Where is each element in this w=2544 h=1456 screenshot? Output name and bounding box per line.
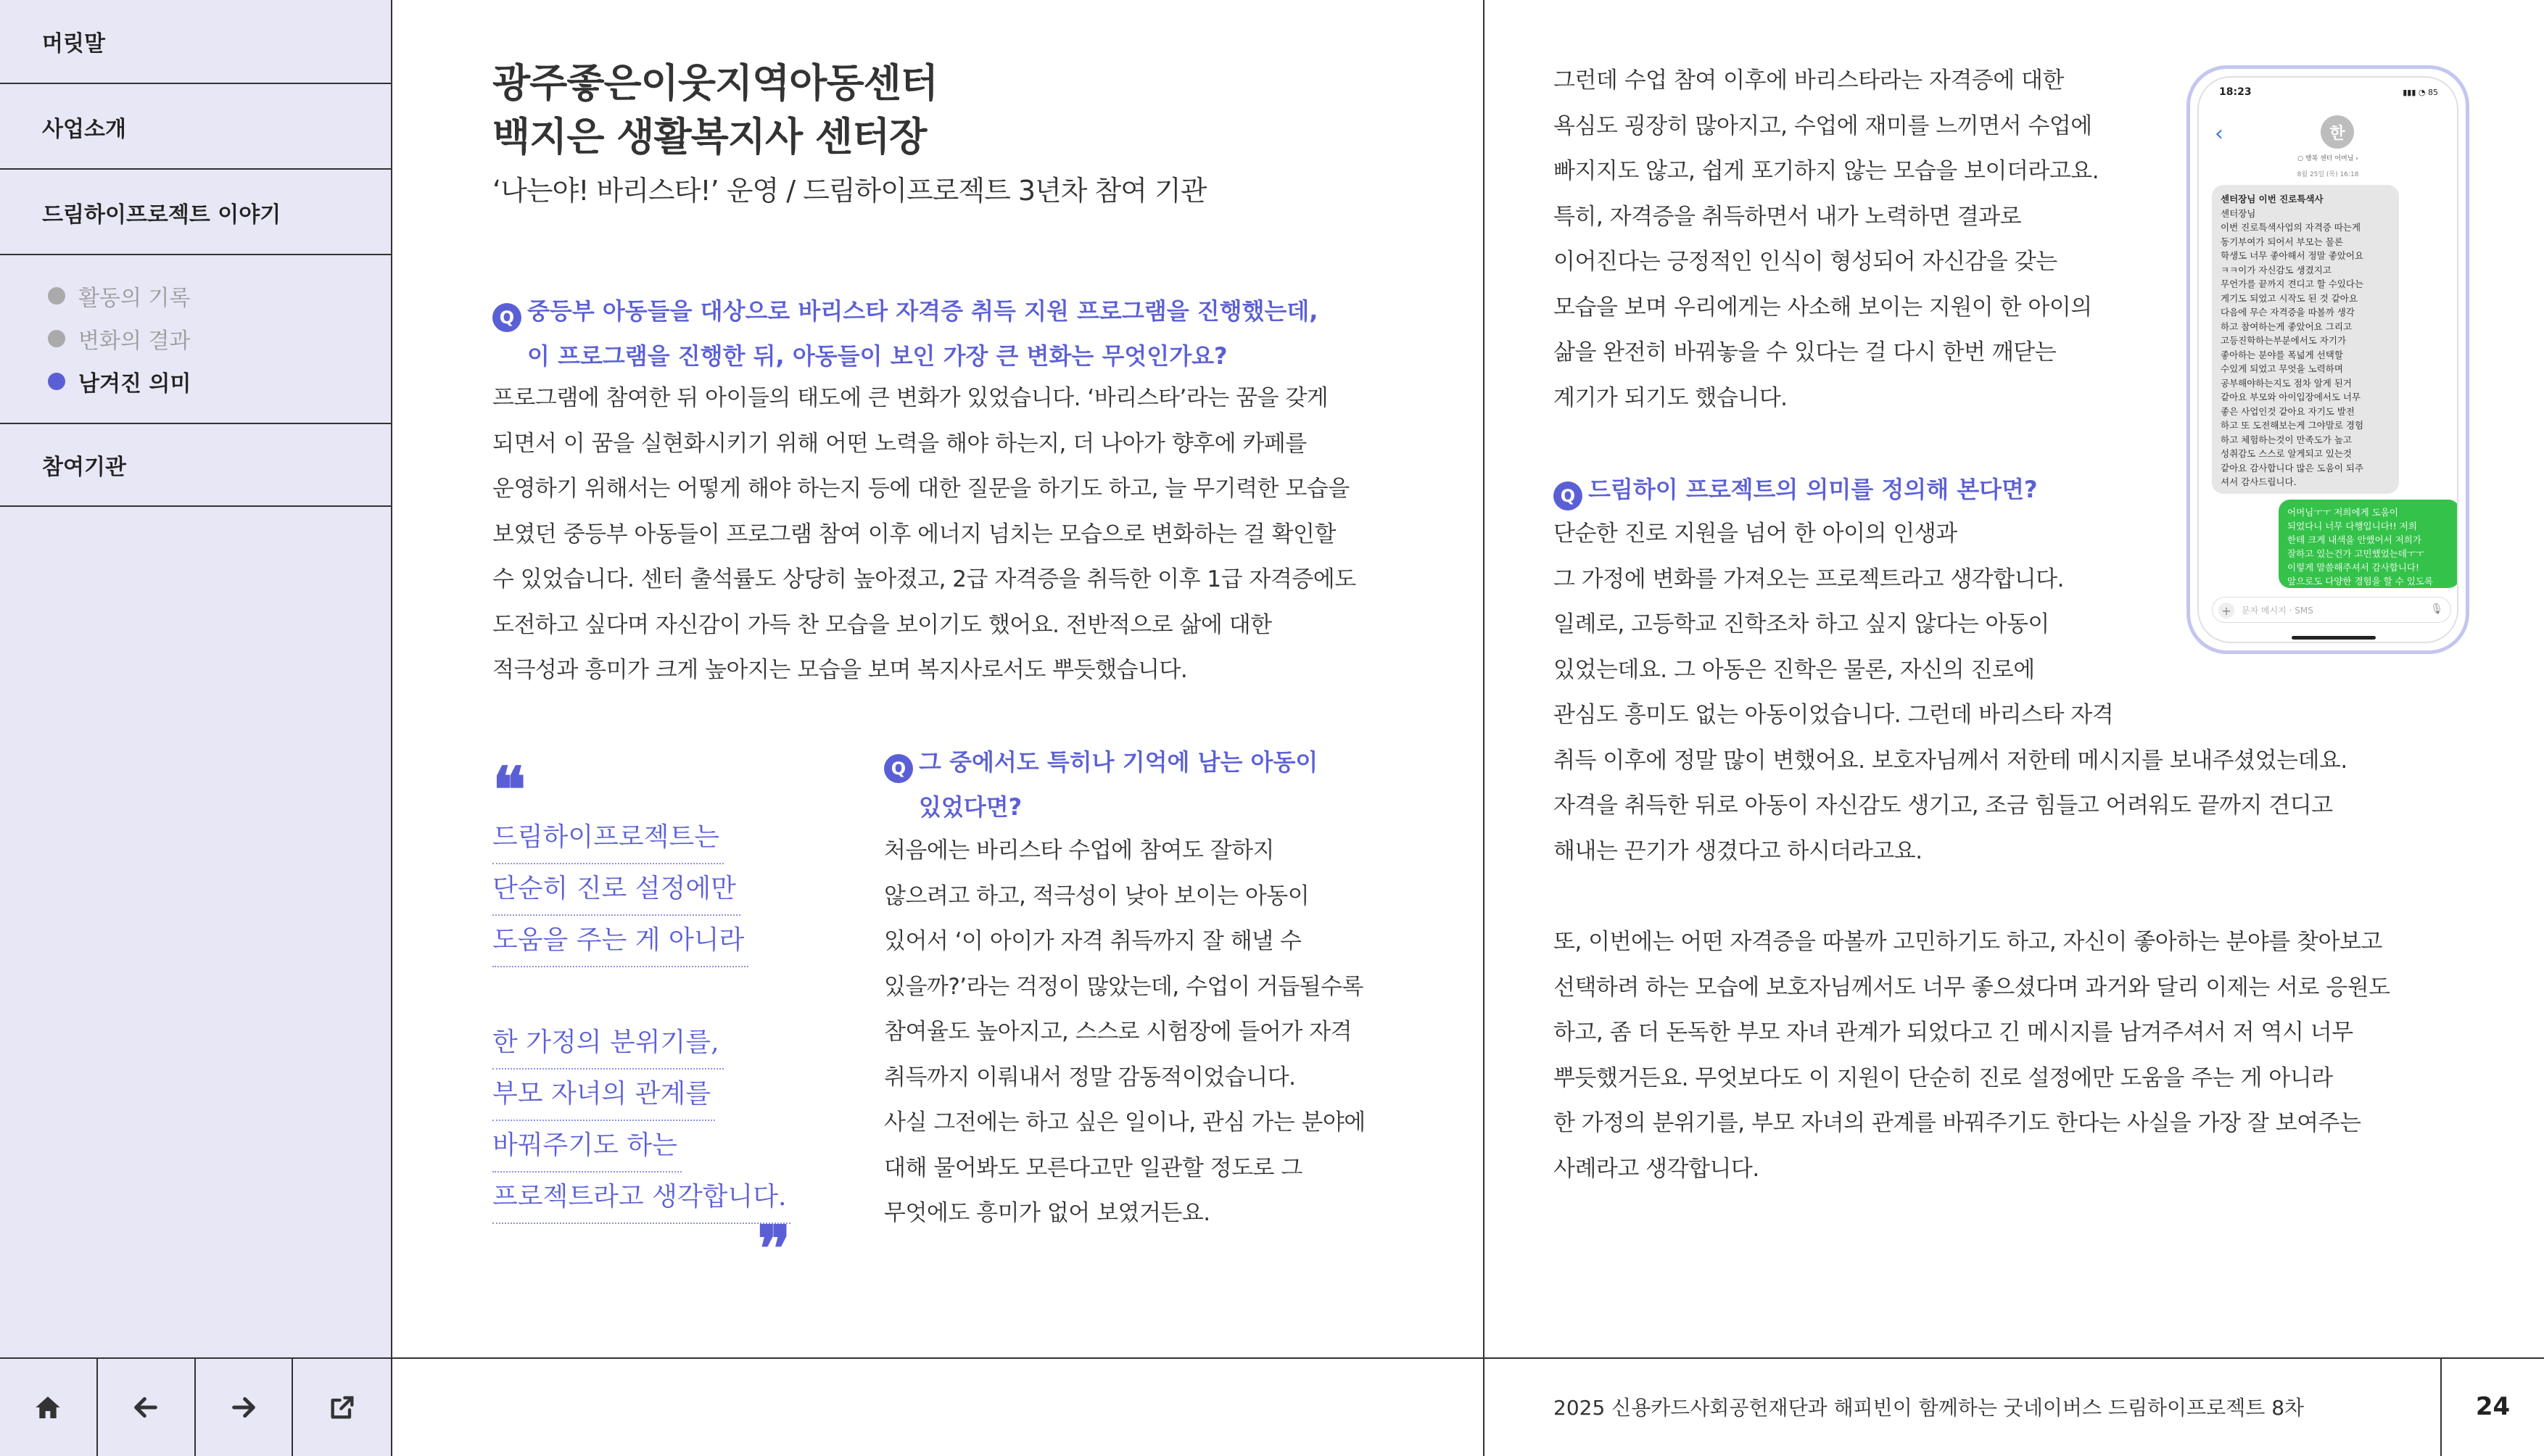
answer-line: 적극성과 흥미가 크게 높아지는 모습을 보며 복지사로서도 뿌듯했습니다. — [492, 657, 1188, 683]
answer-line: 선택하려 하는 모습에 보호자님께서도 너무 좋으셨다며 과거와 달리 이제는 서로 응원도 — [1553, 974, 2390, 1001]
answer-line: 한 가정의 분위기를, 부모 자녀의 관계를 바꿔주기도 한다는 사실을 가장 잘 보여주는 — [1553, 1110, 2361, 1136]
message-line: 공부해야하는지도 점차 알게 된거 — [2221, 377, 2352, 389]
sidebar-item-preface[interactable] — [0, 0, 391, 84]
message-line: 하고 참여하는게 좋았어요 그리고 — [2221, 320, 2352, 332]
question-badge: Q — [1553, 481, 1582, 510]
answer-line: 계기가 되기도 했습니다. — [1553, 384, 1788, 411]
question-text: 있었다면? — [919, 793, 1023, 821]
phone-home-indicator — [2292, 636, 2376, 640]
page-title-organization: 광주좋은이웃지역아동센터 — [492, 60, 938, 106]
page-title-person: 백지은 생활복지사 센터장 — [492, 114, 927, 160]
answer-line: 해내는 끈기가 생겼다고 하시더라고요. — [1553, 837, 1923, 864]
answer-line: 있어서 ‘이 아이가 자격 취득까지 잘 해낼 수 — [884, 928, 1302, 954]
message-line: 좋아하는 분야를 폭넓게 선택할 — [2221, 349, 2343, 360]
message-line: 동기부여가 되어서 부모는 물론 — [2221, 236, 2343, 247]
quote-line: 한 가정의 분위기를, — [492, 1017, 724, 1070]
question-text: 그 중에서도 특히나 기억에 남는 아동이 — [919, 748, 1318, 776]
answer-line: 수 있었습니다. 센터 출석률도 상당히 높아졌고, 2급 자격증을 취득한 이후 1급 자격증에도 — [492, 566, 1356, 592]
answer-line: 취득 이후에 정말 많이 변했어요. 보호자님께서 저한테 메시지를 보내주셨었는데요. — [1553, 747, 2347, 774]
answer-line: 욕심도 굉장히 많아지고, 수업에 재미를 느끼면서 수업에 — [1553, 112, 2092, 139]
answer-line: 대해 물어봐도 모른다고만 일관할 정도로 그 — [884, 1154, 1302, 1181]
quote-line: 드림하이프로젝트는 — [492, 812, 724, 864]
sidebar-subitem-label: 남겨진 의미 — [78, 371, 191, 397]
message-line: 센터장님 이번 진로특색사 — [2221, 194, 2324, 204]
prev-page-button[interactable] — [98, 1359, 196, 1456]
message-line: 고등진학하는부분에서도 자기가 — [2221, 335, 2347, 346]
question-2 — [884, 740, 1318, 830]
answer-line: 빠지지도 않고, 쉽게 포기하지 않는 모습을 보이더라고요. — [1553, 158, 2099, 184]
answer-line: 이어진다는 긍정적인 인식이 형성되어 자신감을 갖는 — [1553, 249, 2057, 275]
answer-line: 그 가정에 변화를 가져오는 프로젝트라고 생각합니다. — [1553, 566, 2064, 592]
phone-time: 18:23 — [2219, 86, 2252, 98]
quote-line: 바꿔주기도 하는 — [492, 1120, 682, 1172]
answer-line: 있었는데요. 그 아동은 진학은 물론, 자신의 진로에 — [1553, 656, 2035, 683]
message-line: 좋은 사업인것 같아요 자기도 발전 — [2221, 405, 2355, 417]
back-arrow-icon: ‹ — [2215, 121, 2223, 146]
answer-2 — [884, 828, 1366, 1236]
question-badge: Q — [492, 303, 521, 332]
sms-input-bar — [2212, 597, 2451, 623]
answer-line: 또, 이번에는 어떤 자격증을 따볼까 고민하기도 하고, 자신이 좋아하는 분야를 찾아보고 — [1553, 929, 2382, 955]
message-line: 하고 체험하는것이 만족도가 높고 — [2221, 434, 2352, 445]
sms-placeholder: 문자 메시지 · SMS — [2242, 605, 2313, 616]
answer-line: 삶을 완전히 바꿔놓을 수 있다는 걸 다시 한번 깨닫는 — [1553, 339, 2057, 365]
question-text: 중등부 아동들을 대상으로 바리스타 자격증 취득 지원 프로그램을 진행했는데, — [527, 297, 1318, 325]
question-text: 이 프로그램을 진행한 뒤, 아동들이 보인 가장 큰 변화는 무엇인가요? — [527, 342, 1228, 370]
outgoing-message-bubble — [2279, 500, 2458, 588]
answer-line: 관심도 흥미도 없는 아동이었습니다. 그런데 바리스타 자격 — [1553, 702, 2114, 728]
open-quote-icon: ❝ — [492, 753, 526, 827]
answer-line: 프로그램에 참여한 뒤 아이들의 태도에 큰 변화가 있었습니다. ‘바리스타’라는 꿈을 갖게 — [492, 385, 1329, 411]
answer-line: 특히, 자격증을 취득하면서 내가 노력하면 결과로 — [1553, 203, 2022, 230]
answer-line: 하고, 좀 더 돈독한 부모 자녀 관계가 되었다고 긴 메시지를 남겨주셔서 저 역시 너무 — [1553, 1019, 2353, 1046]
message-line: 게기도 되었고 시작도 된 것 같아요 — [2221, 292, 2358, 304]
home-button[interactable] — [0, 1359, 98, 1456]
footer-divider — [392, 1357, 2544, 1359]
external-link-icon — [328, 1393, 357, 1422]
sidebar-item-business-intro[interactable] — [0, 86, 391, 170]
message-line: 앞으로도 다양한 경험을 할 수 있도록 — [2287, 576, 2433, 587]
message-line: 같아요 감사합니다 많은 도움이 되주 — [2221, 462, 2364, 473]
answer-line: 일례로, 고등학교 진학조차 하고 싶지 않다는 아동이 — [1553, 611, 2049, 637]
phone-screen — [2197, 76, 2458, 643]
answer-line: 운영하기 위해서는 어떻게 해야 하는지 등에 대한 질문을 하기도 하고, 늘 무기력한 모습을 — [492, 476, 1350, 502]
answer-line: 뿌듯했거든요. 무엇보다도 이 지원이 단순히 진로 설정에만 도움을 주는 게 아니라 — [1553, 1064, 2333, 1091]
answer-1 — [492, 376, 1356, 693]
bullet-dot — [48, 287, 65, 305]
quote-line: 부모 자녀의 관계를 — [492, 1069, 715, 1121]
home-icon — [33, 1393, 62, 1422]
interview-header — [492, 57, 1206, 208]
message-line: 수있게 되었고 무엇을 노력하며 — [2221, 363, 2343, 374]
sidebar-item-label: 머릿말 — [42, 31, 105, 57]
question-text: 드림하이 프로젝트의 의미를 정의해 본다면? — [1588, 476, 2038, 503]
answer-line: 않으려고 하고, 적극성이 낮아 보이는 아동이 — [884, 882, 1310, 909]
message-line: 셔서 감사드립니다. — [2221, 476, 2297, 487]
answer-line: 자격을 취득한 뒤로 아동이 자신감도 생기고, 조금 힘들고 어려워도 끝까지 견디고 — [1553, 793, 2333, 819]
message-line: 학생도 너무 좋아해서 정말 좋았어요 — [2221, 250, 2364, 261]
question-badge: Q — [884, 754, 913, 783]
arrow-left-icon — [131, 1393, 160, 1422]
phone-status-icons: ▮▮▮ ◔ 85 — [2403, 88, 2438, 97]
answer-line: 처음에는 바리스타 수업에 참여도 잘하지 — [884, 837, 1274, 864]
answer-line: 보였던 중등부 아동들이 프로그램 참여 이후 에너지 넘치는 모습으로 변화하는 걸 확인할 — [492, 521, 1336, 547]
phone-message-screenshot — [2186, 65, 2469, 654]
plus-icon: + — [2218, 603, 2234, 619]
message-line: 이번 진로특색사업의 자격증 따는게 — [2221, 222, 2361, 233]
sidebar-subitem-label: 활동의 기록 — [78, 286, 191, 311]
sidebar-item-participants[interactable] — [0, 423, 391, 507]
answer-line: 도전하고 싶다며 자신감이 가득 찬 모습을 보이기도 했어요. 전반적으로 삶에 대한 — [492, 611, 1272, 638]
nav-button-bar — [0, 1357, 391, 1456]
answer-line: 그런데 수업 참여 이후에 바리스타라는 자격증에 대한 — [1553, 67, 2064, 94]
answer-line: 단순한 진로 지원을 넘어 한 아이의 인생과 — [1553, 521, 1957, 547]
sidebar-subitem-label: 변화의 결과 — [78, 328, 191, 354]
page-subtitle: ‘나는야! 바리스타!’ 운영 / 드림하이프로젝트 3년차 참여 기관 — [492, 175, 1207, 207]
sidebar-item-label: 드림하이프로젝트 이야기 — [42, 202, 281, 228]
avatar: 한 — [2321, 115, 2354, 149]
answer-line: 사실 그전에는 하고 싶은 일이나, 관심 가는 분야에 — [884, 1109, 1366, 1136]
next-page-button[interactable] — [196, 1359, 294, 1456]
incoming-message-bubble — [2212, 185, 2399, 494]
sidebar-item-label: 사업소개 — [42, 117, 126, 142]
message-line: 성취감도 스스로 알게되고 있는것 — [2221, 448, 2352, 459]
sidebar-subitem-records[interactable] — [48, 280, 190, 312]
pull-quote — [492, 753, 791, 1286]
message-line: 무언가를 끝까지 견디고 할 수있다는 — [2221, 278, 2364, 289]
footer-caption: 2025 신용카드사회공헌재단과 해피빈이 함께하는 굿네이버스 드림하이프로젝트 8차 — [1553, 1396, 2305, 1420]
message-line: 되었다니 너무 다행입니다!! 저희 — [2287, 521, 2417, 531]
quote-line: 단순히 진로 설정에만 — [492, 864, 740, 916]
message-line: 하고 또 도전해보는게 그야말로 경험 — [2221, 420, 2364, 431]
message-line: 다음에 무슨 자격증을 따볼까 생각 — [2221, 307, 2355, 318]
quote-line: 도움을 주는 게 아니라 — [492, 915, 748, 967]
answer-line: 참여율도 높아지고, 스스로 시험장에 들어가 자격 — [884, 1019, 1352, 1045]
message-line: 같아요 부모와 아이입장에서도 너무 — [2221, 392, 2361, 402]
message-line: 어머님ㅜㅜ 저희에게 도움이 — [2287, 507, 2398, 518]
message-date: 8월 25일 (목) 16:18 — [2297, 171, 2359, 178]
message-line: 센터장님 — [2221, 207, 2256, 219]
microphone-icon: 🎙 — [2430, 603, 2443, 615]
answer-line: 되면서 이 꿈을 실현화시키기 위해 어떤 노력을 해야 하는지, 더 나아가 향후에 카페를 — [492, 430, 1307, 457]
answer-line: 모습을 보며 우리에게는 사소해 보이는 지원이 한 아이의 — [1553, 294, 2092, 320]
bullet-dot — [48, 373, 65, 390]
message-line: 잘하고 있는건가 고민했었는데ㅜㅜ — [2287, 548, 2425, 559]
message-line: 이렇게 말씀해주셔서 감사합니다! — [2287, 562, 2420, 573]
answer-line: 무엇에도 흥미가 없어 보였거든요. — [884, 1200, 1210, 1226]
sidebar-subitem-meaning[interactable] — [48, 365, 191, 397]
answer-line: 사례라고 생각합니다. — [1553, 1155, 1759, 1182]
answer-4 — [1553, 919, 2390, 1191]
answer-line: 취득까지 이뤄내서 정말 감동적이었습니다. — [884, 1064, 1296, 1091]
page-number: 24 — [2475, 1392, 2511, 1421]
page-divider — [1483, 0, 1484, 1456]
contact-name: ○ 행복 센터 어머님 › — [2297, 155, 2358, 162]
message-line: 한테 크게 내색을 안했어서 저희가 — [2287, 534, 2421, 545]
sidebar-item-project-story[interactable] — [0, 171, 391, 255]
arrow-right-icon — [229, 1393, 258, 1422]
bullet-dot — [48, 330, 65, 347]
sidebar — [0, 0, 392, 1456]
answer-2-continued — [1553, 58, 2099, 421]
sidebar-item-label: 참여기관 — [42, 455, 126, 480]
question-1 — [492, 289, 1318, 379]
answer-line: 있을까?’라는 걱정이 많았는데, 수업이 거듭될수록 — [884, 973, 1363, 1000]
question-3 — [1553, 467, 2038, 512]
quote-line: 프로젝트라고 생각합니다. — [492, 1172, 790, 1224]
message-line: ㅋㅋ이가 자신감도 생겼지고 — [2221, 264, 2332, 276]
external-link-button[interactable] — [293, 1359, 391, 1456]
sidebar-subitem-results[interactable] — [48, 323, 190, 355]
close-quote-icon: ❞ — [757, 1212, 791, 1286]
